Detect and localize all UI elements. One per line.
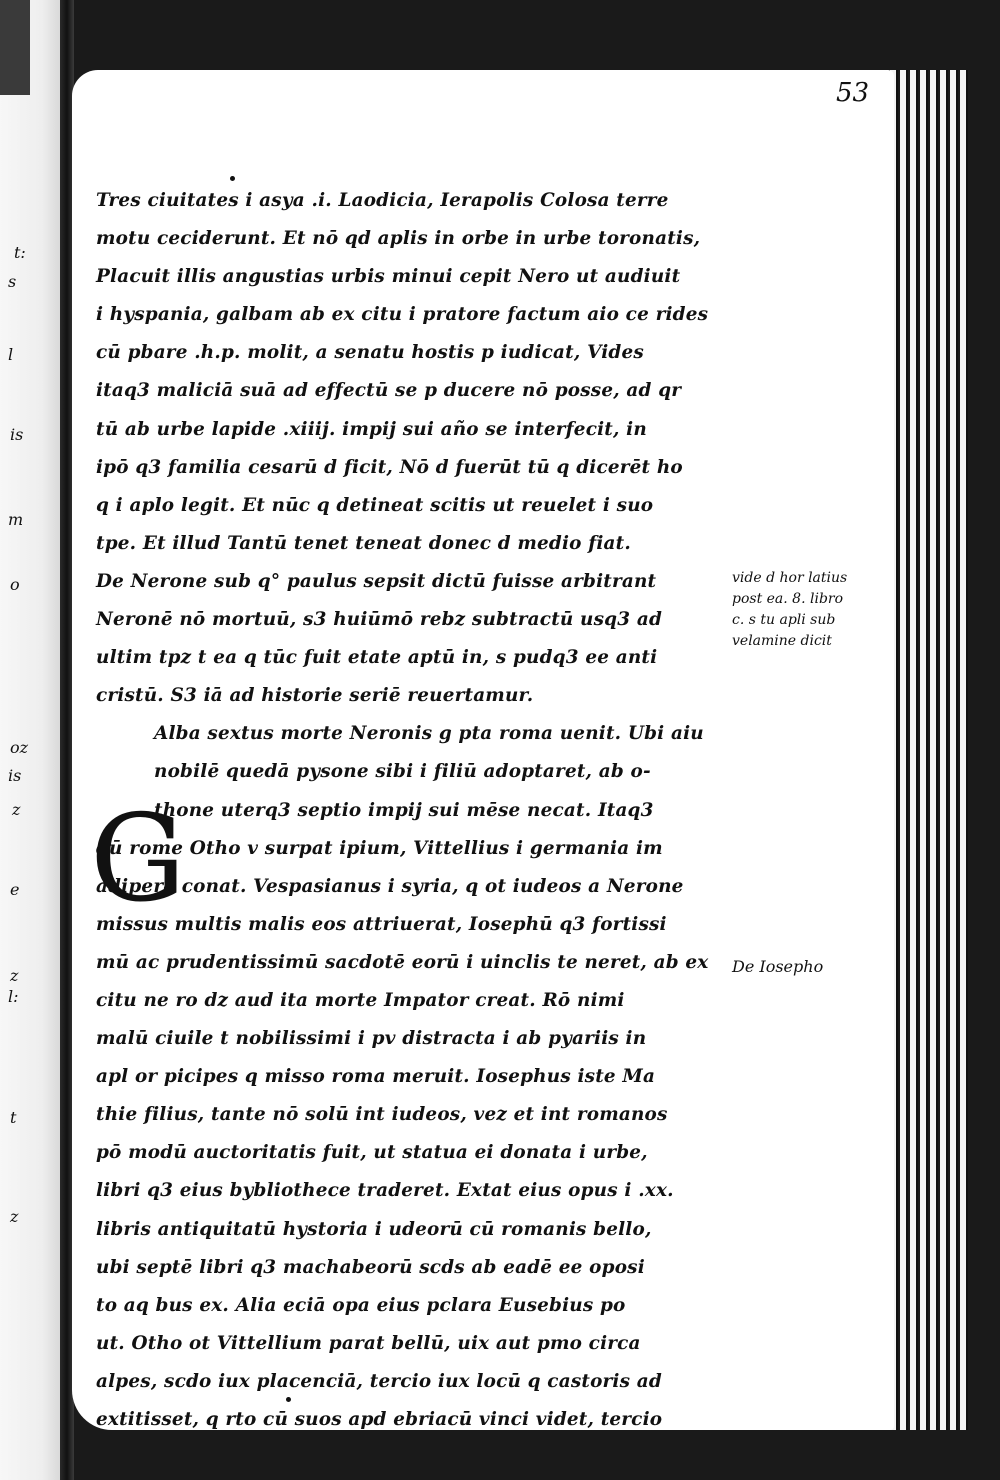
text-line: mū ac prudentissimū sacdotē eorū i uinclis te neret, ab ex: [96, 951, 709, 973]
margin-fragment: z: [12, 800, 21, 819]
margin-fragment: z: [10, 1207, 19, 1226]
binding-shadow: [0, 0, 30, 95]
text-line: cristū. S3 iā ad historie seriē reuertamur.: [96, 685, 534, 707]
text-line: ut. Otho ot Vittellium parat bellū, uix aut pmo circa: [96, 1332, 641, 1354]
ink-dot: [230, 176, 235, 181]
text-line: ubi septē libri q3 machabeorū scds ab eadē ee oposi: [96, 1256, 645, 1278]
text-line: thie filius, tante nō solū int iudeos, vez et int romanos: [96, 1104, 668, 1126]
text-line: thone uterq3 septio impij sui mēse necat. Itaq3: [154, 799, 654, 821]
text-line: i hyspania, galbam ab ex citu i pratore factum aio ce rides: [96, 304, 709, 326]
margin-fragment: l:: [8, 987, 19, 1006]
margin-fragment: o: [10, 575, 20, 594]
margin-fragment: t: [10, 1108, 17, 1127]
text-line: Placuit illis angustias urbis minui cepit Nero ut audiuit: [96, 266, 681, 288]
text-line: dū rome Otho v surpat ipium, Vittellius i germania im: [96, 837, 663, 859]
text-line: Alba sextus morte Neronis g pta roma uenit. Ubi aiu: [154, 723, 704, 745]
margin-note: [732, 568, 882, 652]
margin-fragment: e: [10, 880, 20, 899]
folio-number: 53: [836, 78, 870, 108]
text-line: motu ceciderunt. Et nō qd aplis in orbe in urbe toronatis,: [96, 228, 701, 250]
margin-note-line: vide d hor latius: [732, 570, 848, 586]
margin-note-line: velamine dicit: [732, 633, 832, 649]
text-line: apl or picipes q misso roma meruit. Iosephus iste Ma: [96, 1066, 656, 1088]
margin-note-line: post ea. 8. libro: [732, 591, 844, 607]
margin-note-line: c. s tu apli sub: [732, 612, 836, 628]
text-line: Tres ciuitates i asya .i. Laodicia, Ierapolis Colosa terre: [96, 190, 669, 211]
margin-fragment: oz: [10, 738, 29, 757]
text-line: alpes, scdo iux placenciā, tercio iux locū q castoris ad: [96, 1370, 662, 1392]
page-stack-edges: [890, 70, 980, 1430]
text-line: adipere conat. Vespasianus i syria, q ot iudeos a Nerone: [96, 875, 684, 897]
text-line: malū ciuile t nobilissimi i pv distracta i ab pyariis in: [96, 1028, 647, 1050]
margin-fragment: z: [10, 966, 19, 985]
text-line: extitisset, q rto cū suos apd ebriacū vinci videt, tercio: [96, 1409, 663, 1430]
text-line: ultim tpz t ea q tūc fuit etate aptū in, s pudq3 ee anti: [96, 647, 658, 669]
margin-fragment: s: [8, 272, 17, 291]
text-line: cū pbare .h.p. molit, a senatu hostis p iudicat, Vides: [96, 342, 644, 364]
main-text-block: [90, 182, 716, 1439]
margin-fragment: m: [8, 510, 24, 529]
text-line: to aq bus ex. Alia eciā opa eius pclara Eusebius po: [96, 1294, 626, 1316]
margin-fragment: t:: [14, 243, 26, 262]
text-line: pō modū auctoritatis fuit, ut statua ei donata i urbe,: [96, 1142, 648, 1164]
margin-fragment: is: [8, 766, 22, 785]
margin-note-josepho: De Iosepho: [732, 957, 824, 976]
text-line: citu ne ro dz aud ita morte Impator creat. Rō nimi: [96, 989, 625, 1011]
text-line: q i aplo legit. Et nūc q detineat scitis ut reuelet i suo: [96, 494, 654, 516]
facing-page-edge: [0, 0, 60, 1480]
decorated-initial: G: [90, 790, 186, 929]
text-line: tū ab urbe lapide .xiiij. impij sui año se interfecit, in: [96, 418, 647, 440]
text-line: libris antiquitatū hystoria i udeorū cū romanis bello,: [96, 1218, 652, 1240]
text-line: nobilē quedā pysone sibi i filiū adoptaret, ab o-: [154, 761, 651, 783]
text-line: De Nerone sub q° paulus sepsit dictū fuisse arbitrant: [96, 570, 657, 592]
text-line: libri q3 eius bybliothece traderet. Extat eius opus i .xx.: [96, 1180, 674, 1202]
text-line: tpe. Et illud Tantū tenet teneat donec d medio fiat.: [96, 532, 631, 554]
text-line: itaq3 maliciā suā ad effectū se p ducere nō posse, ad qr: [96, 380, 682, 402]
margin-fragment: is: [10, 425, 24, 444]
text-line: missus multis malis eos attriuerat, Iosephū q3 fortissi: [96, 913, 667, 935]
text-line: ipō q3 familia cesarū d ficit, Nō d fuerūt tū q dicerēt ho: [96, 456, 683, 478]
margin-fragment: l: [8, 345, 14, 364]
text-line: Neronē nō mortuū, s3 huiūmō rebz subtractū usq3 ad: [96, 609, 663, 631]
